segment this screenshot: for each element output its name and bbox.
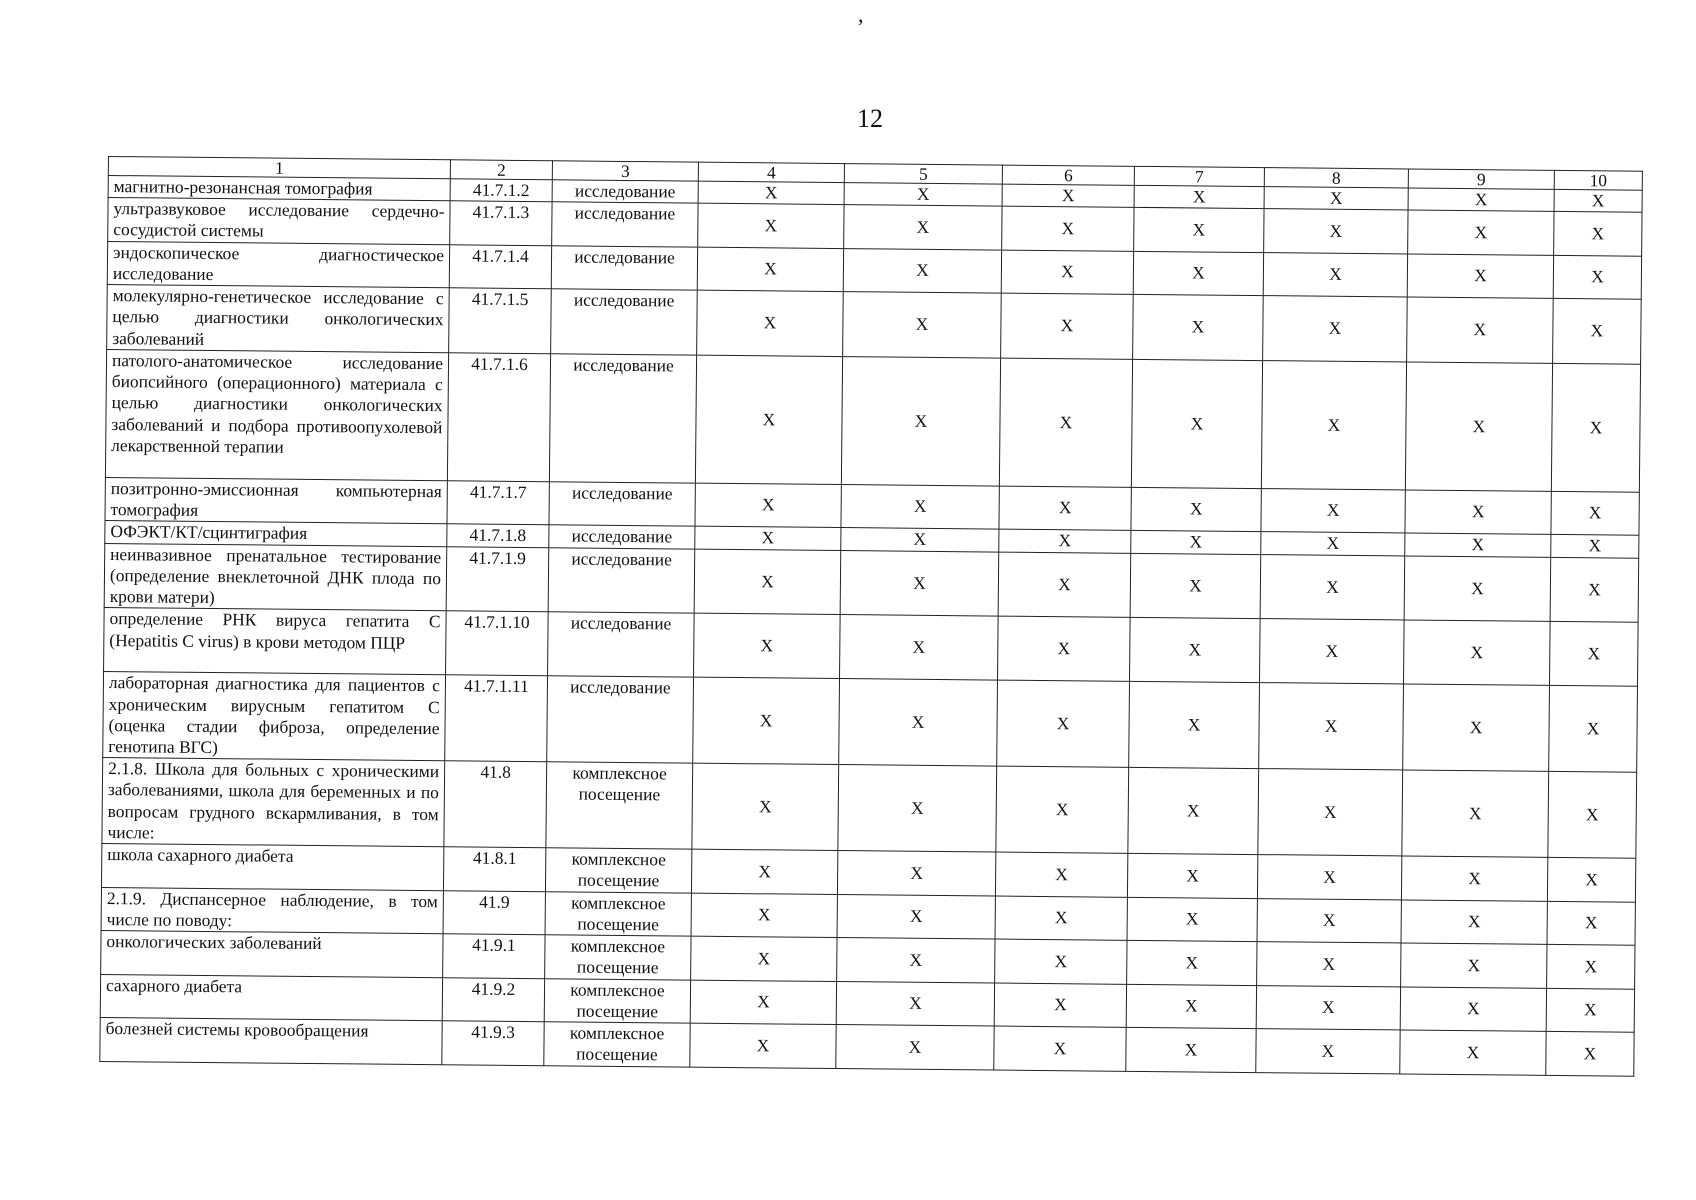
service-unit: комплексное посещение	[546, 762, 693, 849]
mark-cell: Х	[836, 981, 994, 1026]
mark-cell: Х	[1001, 293, 1134, 359]
service-code: 41.7.1.9	[446, 546, 549, 612]
mark-cell: Х	[1551, 363, 1640, 492]
mark-cell: Х	[843, 292, 1002, 358]
mark-cell: Х	[695, 526, 841, 550]
service-code: 41.7.1.2	[450, 179, 552, 202]
service-unit: исследование	[547, 676, 694, 763]
mark-cell: Х	[995, 939, 1127, 984]
service-unit: исследование	[548, 547, 695, 613]
mark-cell: Х	[1127, 940, 1257, 985]
mark-cell: Х	[999, 358, 1132, 487]
service-code: 41.7.1.7	[447, 481, 549, 525]
mark-cell: Х	[1131, 359, 1262, 488]
mark-cell: Х	[1546, 1031, 1634, 1075]
mark-cell: Х	[998, 552, 1131, 618]
mark-cell: Х	[1407, 254, 1553, 299]
mark-cell: Х	[1547, 901, 1635, 945]
mark-cell: Х	[1553, 255, 1641, 299]
mark-cell: Х	[690, 980, 836, 1025]
mark-cell: Х	[836, 1025, 994, 1070]
service-unit: исследование	[552, 202, 698, 247]
service-unit: комплексное посещение	[544, 1022, 690, 1067]
mark-cell: Х	[1401, 900, 1547, 945]
mark-cell: Х	[1131, 531, 1261, 554]
table-row	[105, 349, 1640, 492]
mark-cell: Х	[844, 205, 1002, 250]
mark-cell: Х	[997, 680, 1130, 767]
header-cell-3: 3	[552, 161, 698, 181]
header-cell-9: 9	[1408, 169, 1554, 189]
mark-cell: Х	[1405, 533, 1551, 557]
service-name: сахарного диабета	[100, 974, 442, 1021]
mark-cell: Х	[697, 290, 844, 356]
service-code: 41.9.3	[442, 1021, 544, 1065]
mark-cell: Х	[1256, 1029, 1400, 1074]
mark-cell: Х	[1549, 622, 1638, 687]
service-unit: комплексное посещение	[545, 891, 691, 936]
mark-cell: Х	[1257, 898, 1401, 943]
mark-cell: Х	[994, 983, 1126, 1028]
mark-cell: Х	[1548, 772, 1637, 859]
service-unit: комплексное посещение	[545, 935, 691, 980]
mark-cell: Х	[1261, 488, 1405, 533]
service-unit: комплексное посещение	[544, 978, 690, 1023]
mark-cell: Х	[843, 248, 1001, 293]
mark-cell: Х	[695, 483, 841, 528]
service-code: 41.9.2	[442, 977, 544, 1021]
stray-mark: ,	[858, 2, 864, 27]
mark-cell: Х	[1261, 360, 1406, 489]
mark-cell: Х	[1408, 210, 1554, 255]
mark-cell: Х	[698, 203, 844, 248]
service-code: 41.7.1.3	[450, 201, 552, 245]
mark-cell: Х	[1131, 487, 1261, 532]
mark-cell: Х	[1002, 184, 1134, 208]
mark-cell: Х	[1002, 206, 1134, 251]
service-code: 41.7.1.6	[447, 353, 550, 482]
service-code: 41.8.1	[443, 847, 545, 891]
service-code: 41.8	[444, 761, 547, 848]
mark-cell: Х	[694, 549, 841, 615]
mark-cell: Х	[1405, 362, 1552, 491]
header-cell-10: 10	[1554, 170, 1642, 190]
mark-cell: Х	[1400, 1030, 1546, 1075]
mark-cell: Х	[1400, 987, 1546, 1032]
services-table	[99, 156, 1643, 1076]
service-unit: исследование	[548, 612, 695, 677]
mark-cell: Х	[1547, 944, 1635, 988]
mark-cell: Х	[841, 356, 1000, 486]
header-cell-8: 8	[1264, 168, 1408, 188]
mark-cell: Х	[1551, 535, 1639, 558]
mark-cell: Х	[695, 355, 842, 484]
service-code: 41.7.1.5	[449, 288, 552, 354]
service-name: молекулярно-генетическое исследование с целью диагностики онкологических заболеваний	[107, 285, 450, 353]
service-name: ОФЭКТ/КТ/сцинтиграфия	[105, 521, 447, 547]
mark-cell: Х	[1130, 618, 1261, 683]
mark-cell: Х	[841, 484, 999, 529]
mark-cell: Х	[1130, 553, 1261, 619]
service-code: 41.7.1.4	[449, 244, 551, 288]
mark-cell: Х	[1402, 770, 1549, 857]
mark-cell: Х	[1264, 209, 1408, 254]
mark-cell: Х	[1547, 858, 1635, 902]
mark-cell: Х	[1261, 532, 1405, 556]
mark-cell: Х	[697, 247, 843, 292]
mark-cell: Х	[692, 763, 839, 850]
service-unit: исследование	[549, 525, 695, 549]
mark-cell: Х	[1549, 686, 1638, 773]
mark-cell: Х	[1553, 299, 1642, 365]
service-unit: исследование	[551, 289, 698, 355]
mark-cell: Х	[1134, 208, 1264, 253]
service-code: 41.9	[443, 890, 545, 934]
mark-cell: Х	[1404, 556, 1551, 622]
mark-cell: Х	[1133, 251, 1263, 296]
service-unit: исследование	[549, 354, 696, 483]
service-name: болезней системы кровообращения	[100, 1017, 442, 1064]
mark-cell: Х	[691, 936, 837, 981]
mark-cell: Х	[694, 613, 841, 678]
service-name: лабораторная диагностика для пациентов с хроническим вирусным гепатитом С (оценка стадии фиброза, определение генотипа ВГС)	[103, 672, 446, 761]
service-name: неинвазивное пренатальное тестирование (определение внеклеточной ДНК плода по крови матери)	[104, 543, 447, 611]
mark-cell: Х	[1001, 250, 1133, 295]
header-cell-4: 4	[698, 162, 844, 182]
mark-cell: Х	[1260, 554, 1405, 620]
mark-cell: Х	[838, 765, 997, 852]
mark-cell: Х	[1263, 252, 1407, 297]
service-unit: исследование	[552, 180, 698, 204]
service-unit: комплексное посещение	[545, 848, 691, 893]
mark-cell: Х	[996, 766, 1129, 853]
page-number: 12	[857, 104, 883, 133]
service-unit: исследование	[551, 245, 697, 290]
mark-cell: Х	[1133, 295, 1264, 361]
mark-cell: Х	[691, 893, 837, 938]
service-name: школа сахарного диабета	[101, 844, 443, 891]
mark-cell: Х	[841, 528, 999, 552]
mark-cell: Х	[837, 938, 995, 983]
mark-cell: Х	[1259, 683, 1404, 770]
mark-cell: Х	[1127, 897, 1257, 942]
mark-cell: Х	[1127, 853, 1257, 898]
mark-cell: Х	[1403, 620, 1550, 685]
mark-cell: Х	[691, 849, 837, 894]
service-name: позитронно-эмиссионная компьютерная томография	[105, 477, 447, 524]
mark-cell: Х	[1403, 684, 1550, 771]
mark-cell: Х	[1408, 188, 1554, 212]
service-code: 41.7.1.10	[446, 611, 549, 676]
service-name: определение РНК вируса гепатита С (Hepatitis C virus) в крови методом ПЦР	[104, 608, 447, 675]
mark-cell: Х	[995, 852, 1127, 897]
service-name: 2.1.8. Школа для больных с хроническими заболеваниями, школа для беременных и по вопросам грудного вскармливания, в том числе:	[102, 758, 445, 847]
mark-cell: Х	[1257, 855, 1401, 900]
mark-cell: Х	[698, 181, 844, 205]
mark-cell: Х	[1546, 988, 1634, 1032]
mark-cell: Х	[837, 894, 995, 939]
service-code: 41.7.1.8	[447, 524, 549, 547]
mark-cell: Х	[994, 1026, 1126, 1071]
mark-cell: Х	[1259, 619, 1404, 684]
mark-cell: Х	[1126, 984, 1256, 1029]
mark-cell: Х	[839, 679, 998, 766]
mark-cell: Х	[1550, 557, 1639, 623]
mark-cell: Х	[1134, 185, 1264, 208]
service-unit: исследование	[549, 482, 695, 527]
mark-cell: Х	[999, 486, 1131, 531]
service-name: онкологических заболеваний	[101, 931, 443, 978]
mark-cell: Х	[1554, 189, 1642, 212]
mark-cell: Х	[1554, 212, 1642, 256]
mark-cell: Х	[1257, 942, 1401, 987]
mark-cell: Х	[1401, 856, 1547, 901]
mark-cell: Х	[1258, 769, 1403, 856]
service-name: 2.1.9. Диспансерное наблюдение, в том числе по поводу:	[101, 887, 443, 934]
service-name: эндоскопическое диагностическое исследование	[107, 241, 449, 288]
mark-cell: Х	[840, 615, 999, 681]
mark-cell: Х	[1264, 187, 1408, 211]
mark-cell: Х	[837, 851, 995, 896]
mark-cell: Х	[999, 529, 1131, 553]
table-row	[103, 672, 1638, 773]
mark-cell: Х	[1401, 943, 1547, 988]
mark-cell: Х	[693, 677, 840, 764]
mark-cell: Х	[1256, 985, 1400, 1030]
mark-cell: Х	[844, 183, 1002, 207]
header-cell-6: 6	[1002, 165, 1134, 185]
mark-cell: Х	[1128, 768, 1259, 855]
mark-cell: Х	[1126, 1027, 1256, 1072]
service-name: ультразвуковое исследование сердечно-сосудистой системы	[108, 198, 450, 245]
mark-cell: Х	[690, 1023, 836, 1068]
mark-cell: Х	[1407, 297, 1554, 363]
mark-cell: Х	[998, 616, 1131, 681]
service-code: 41.7.1.11	[445, 675, 548, 762]
mark-cell: Х	[840, 550, 999, 616]
service-name: магнитно-резонансная томография	[108, 176, 450, 202]
header-cell-2: 2	[450, 160, 552, 180]
service-name: патолого-анатомическое исследование биопсийного (операционного) материала с целью диагностики онкологических заболеваний и подбора противоопухолевой лекарственной терапии	[105, 349, 448, 480]
mark-cell: Х	[1129, 682, 1260, 769]
mark-cell: Х	[995, 896, 1127, 941]
header-cell-5: 5	[844, 164, 1002, 185]
table-row	[102, 758, 1637, 859]
header-cell-1: 1	[108, 157, 450, 179]
service-code: 41.9.1	[443, 934, 545, 978]
mark-cell: Х	[1551, 491, 1639, 535]
mark-cell: Х	[1405, 490, 1551, 535]
mark-cell: Х	[1263, 296, 1408, 362]
header-cell-7: 7	[1134, 166, 1264, 186]
